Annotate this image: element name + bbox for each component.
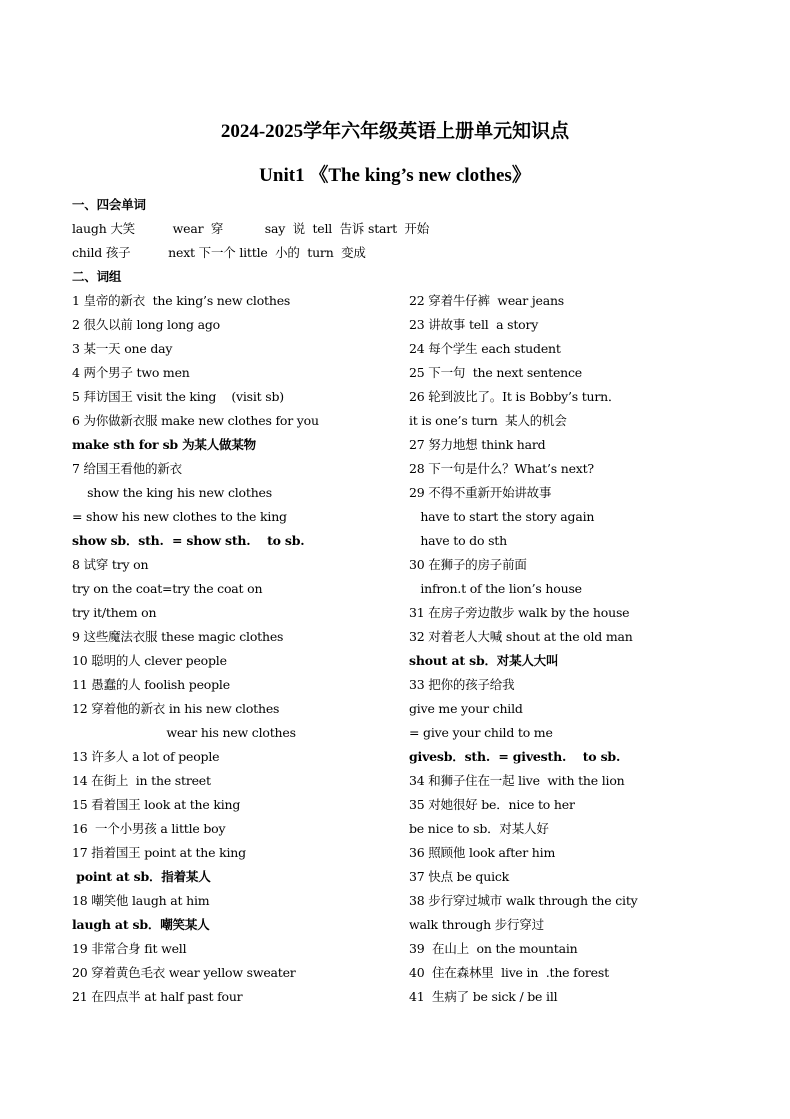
- phrase-line: 14 在街上 in the street: [72, 773, 211, 788]
- phrase-line: show the king his new clothes: [72, 485, 272, 500]
- phrase-line: 36 照顾他 look after him: [409, 845, 556, 860]
- phrase-line: 30 在狮子的房子前面: [409, 557, 527, 572]
- phrase-line: 10 聪明的人 clever people: [72, 653, 227, 668]
- phrase-line: 21 在四点半 at half past four: [72, 989, 243, 1004]
- phrase-line: 15 看着国王 look at the king: [72, 797, 241, 812]
- phrase-line: 6 为你做新衣服 make new clothes for you: [72, 413, 319, 428]
- phrase-line: 3 某一天 one day: [72, 341, 173, 356]
- phrase-line: 37 快点 be quick: [409, 869, 510, 884]
- phrase-line: 1 皇帝的新衣 the king’s new clothes: [72, 293, 291, 308]
- phrase-line: 26 轮到波比了。It is Bobby’s turn．: [409, 389, 621, 404]
- phrase-line: wear his new clothes: [72, 725, 296, 740]
- phrase-line: 16 一个小男孩 a little boy: [72, 821, 226, 836]
- phrase-line: 41 生病了 be sick / be ill: [409, 989, 558, 1004]
- phrase-line: 33 把你的孩子给我: [409, 677, 515, 692]
- phrase-line: 12 穿着他的新衣 in his new clothes: [72, 701, 280, 716]
- section-heading-vocabulary: 一、四会单词: [72, 197, 146, 212]
- phrase-line: give me your child: [409, 701, 523, 716]
- phrase-line: have to do sth: [409, 533, 507, 548]
- phrase-pattern-line: show sb．sth. = show sth. to sb.: [72, 533, 305, 548]
- phrase-pattern-line: shout at sb．对某人大叫: [409, 653, 559, 668]
- phrase-pattern-line: make sth for sb 为某人做某物: [72, 437, 256, 452]
- phrase-line: 22 穿着牛仔裤 wear jeans: [409, 293, 565, 308]
- phrase-line: 34 和狮子住在一起 live with the lion: [409, 773, 625, 788]
- phrase-line: 39 在山上 on the mountain: [409, 941, 578, 956]
- phrase-line: 25 下一句 the next sentence: [409, 365, 582, 380]
- phrase-line: 8 试穿 try on: [72, 557, 149, 572]
- phrase-line: it is one’s turn 某人的机会: [409, 413, 567, 428]
- phrase-line: 7 给国王看他的新衣: [72, 461, 182, 476]
- phrase-line: 19 非常合身 fit well: [72, 941, 187, 956]
- phrase-line: 2 很久以前 long long ago: [72, 317, 220, 332]
- phrase-line: 11 愚蠢的人 foolish people: [72, 677, 230, 692]
- phrase-line: 23 讲故事 tell a story: [409, 317, 539, 332]
- phrase-line: 17 指着国王 point at the king: [72, 845, 246, 860]
- phrase-line: 5 拜访国王 visit the king (visit sb): [72, 389, 284, 404]
- phrase-line: 13 许多人 a lot of people: [72, 749, 220, 764]
- phrase-line: 38 步行穿过城市 walk through the city: [409, 893, 638, 908]
- phrase-line: be nice to sb．对某人好: [409, 821, 549, 836]
- phrase-line: 35 对她很好 be．nice to her: [409, 797, 575, 812]
- phrase-line: 32 对着老人大喊 shout at the old man: [409, 629, 633, 644]
- phrase-line: have to start the story again: [409, 509, 595, 524]
- phrase-line: 31 在房子旁边散步 walk by the house: [409, 605, 630, 620]
- phrase-line: 4 两个男子 two men: [72, 365, 190, 380]
- vocabulary-line: child 孩子 next 下一个 little 小的 turn 变成: [72, 245, 366, 260]
- phrase-line: = show his new clothes to the king: [72, 509, 287, 524]
- phrase-line: = give your child to me: [409, 725, 553, 740]
- phrase-line: 20 穿着黄色毛衣 wear yellow sweater: [72, 965, 296, 980]
- phrase-pattern-line: givesb．sth. = givesth. to sb.: [409, 749, 621, 764]
- phrase-line: 24 每个学生 each student: [409, 341, 561, 356]
- phrase-line: 9 这些魔法衣服 these magic clothes: [72, 629, 284, 644]
- phrase-line: infron.t of the lion’s house: [409, 581, 582, 596]
- vocabulary-line: laugh 大笑 wear 穿 say 说 tell 告诉 start 开始: [72, 221, 430, 236]
- phrase-line: try it/them on: [72, 605, 157, 620]
- document-title: 2024-2025学年六年级英语上册单元知识点: [220, 121, 570, 142]
- phrase-line: 28 下一句是什么？What’s next?: [409, 461, 594, 476]
- phrase-line: 27 努力地想 think hard: [409, 437, 546, 452]
- section-heading-phrases: 二、词组: [72, 269, 122, 284]
- phrase-line: 40 住在森林里 live in .the forest: [409, 965, 609, 980]
- phrase-pattern-line: laugh at sb．嘲笑某人: [72, 917, 210, 932]
- phrase-line: 29 不得不重新开始讲故事: [409, 485, 552, 500]
- phrase-line: walk through 步行穿过: [409, 917, 544, 932]
- unit-title: Unit1 《The king’s new clothes》: [259, 165, 531, 186]
- phrase-line: 18 嘲笑他 laugh at him: [72, 893, 210, 908]
- phrase-pattern-line: point at sb．指着某人: [72, 869, 211, 884]
- phrase-line: try on the coat=try the coat on: [72, 581, 263, 596]
